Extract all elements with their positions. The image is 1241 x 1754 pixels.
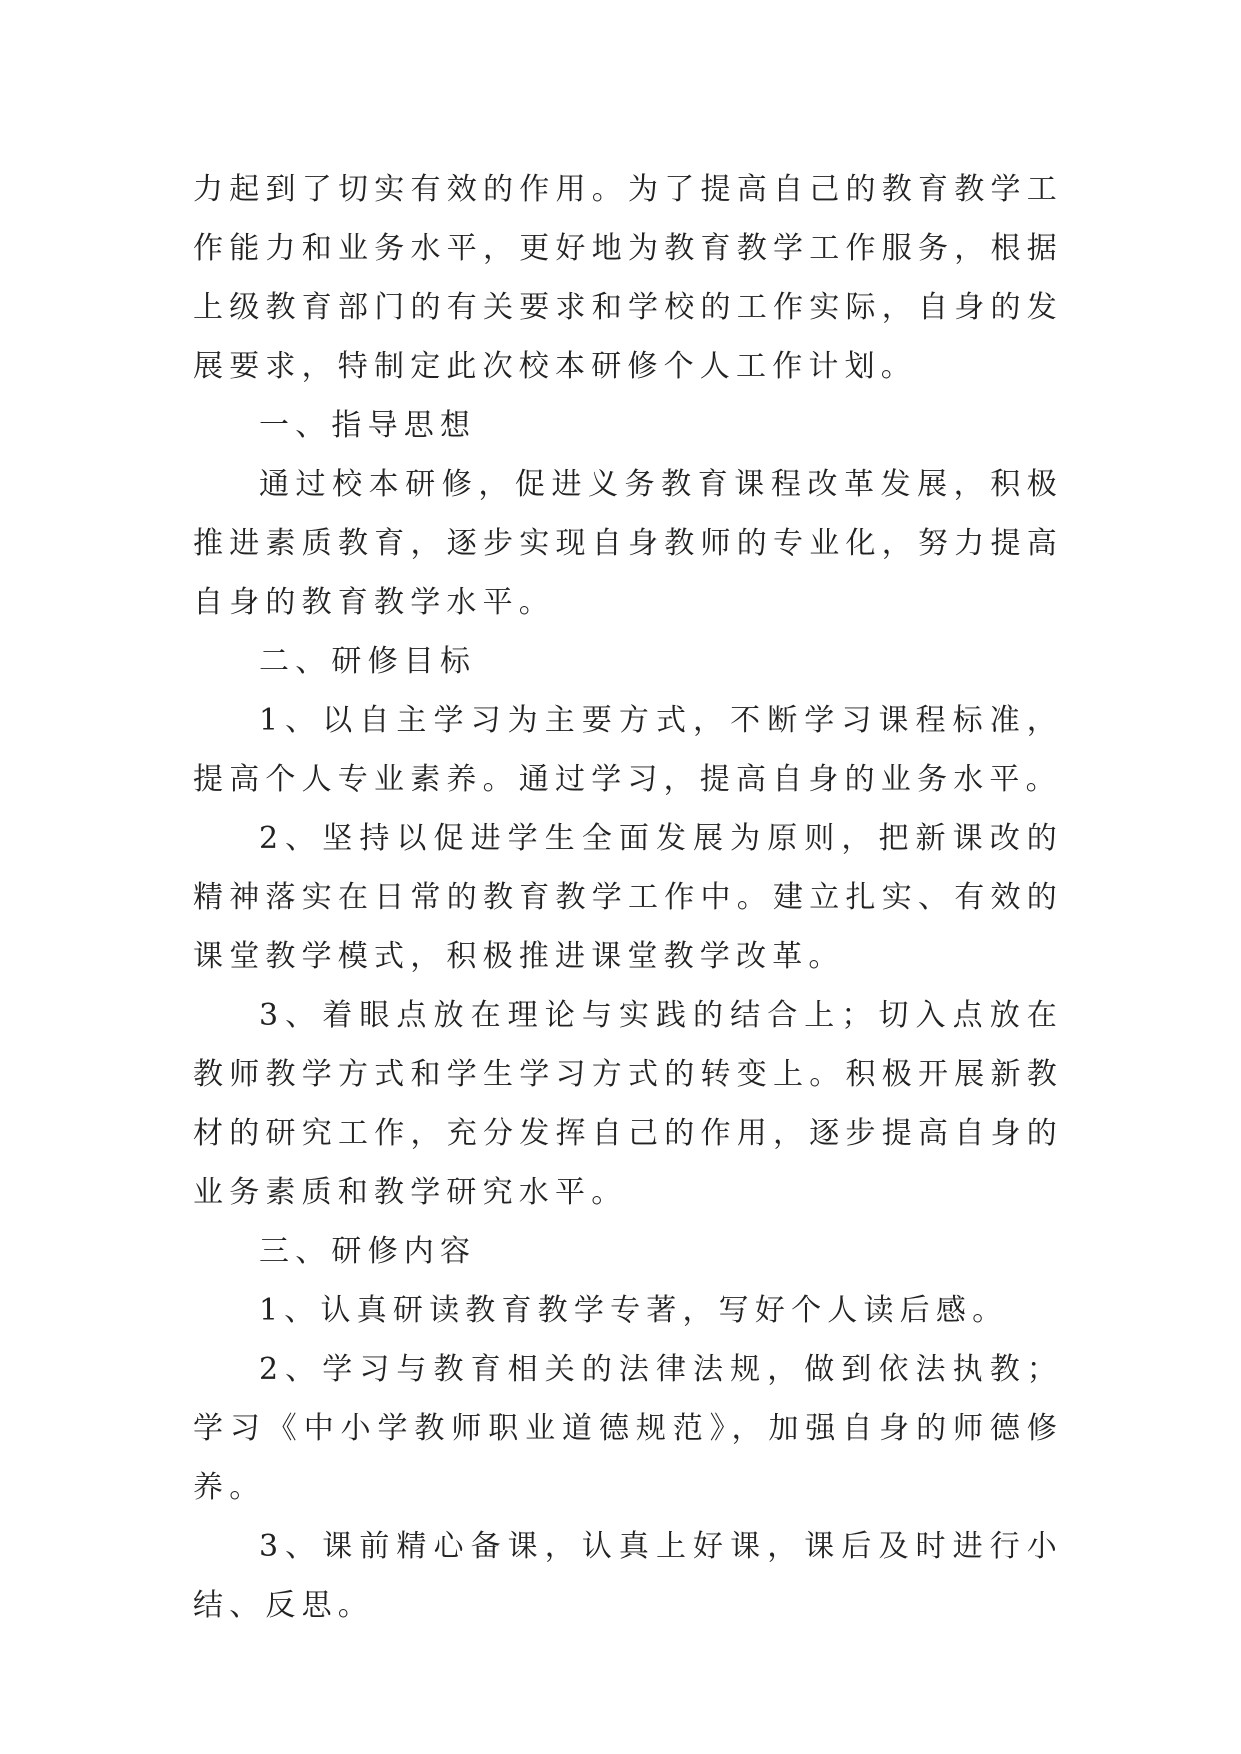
paragraph-goal-3: 3、着眼点放在理论与实践的结合上；切入点放在教师教学方式和学生学习方式的转变上。积极开展新教材的研究工作，充分发挥自己的作用，逐步提高自身的业务素质和教学研究水平。 [193, 998, 1063, 1210]
document-body [193, 160, 1063, 1635]
paragraph-continuation: 力起到了切实有效的作用。为了提高自己的教育教学工作能力和业务水平，更好地为教育教学工作服务，根据上级教育部门的有关要求和学校的工作实际，自身的发展要求，特制定此次校本研修个人工作计划。 [193, 172, 1063, 384]
section-heading-guiding-ideology: 一、指导思想 [259, 408, 477, 443]
paragraph-content-1: 1、认真研读教育教学专著，写好个人读后感。 [259, 1293, 1009, 1328]
section-heading-training-content: 三、研修内容 [259, 1234, 477, 1269]
paragraph-content-3: 3、课前精心备课，认真上好课，课后及时进行小结、反思。 [193, 1529, 1063, 1623]
paragraph-guiding-ideology: 通过校本研修，促进义务教育课程改革发展，积极推进素质教育，逐步实现自身教师的专业化，努力提高自身的教育教学水平。 [193, 467, 1063, 620]
paragraph-goal-1: 1、以自主学习为主要方式，不断学习课程标准，提高个人专业素养。通过学习，提高自身的业务水平。 [193, 703, 1063, 797]
section-heading-training-goals: 二、研修目标 [259, 644, 477, 679]
paragraph-content-2: 2、学习与教育相关的法律法规，做到依法执教；学习《中小学教师职业道德规范》，加强自身的师德修养。 [193, 1352, 1063, 1505]
paragraph-goal-2: 2、坚持以促进学生全面发展为原则，把新课改的精神落实在日常的教育教学工作中。建立扎实、有效的课堂教学模式，积极推进课堂教学改革。 [193, 821, 1063, 974]
